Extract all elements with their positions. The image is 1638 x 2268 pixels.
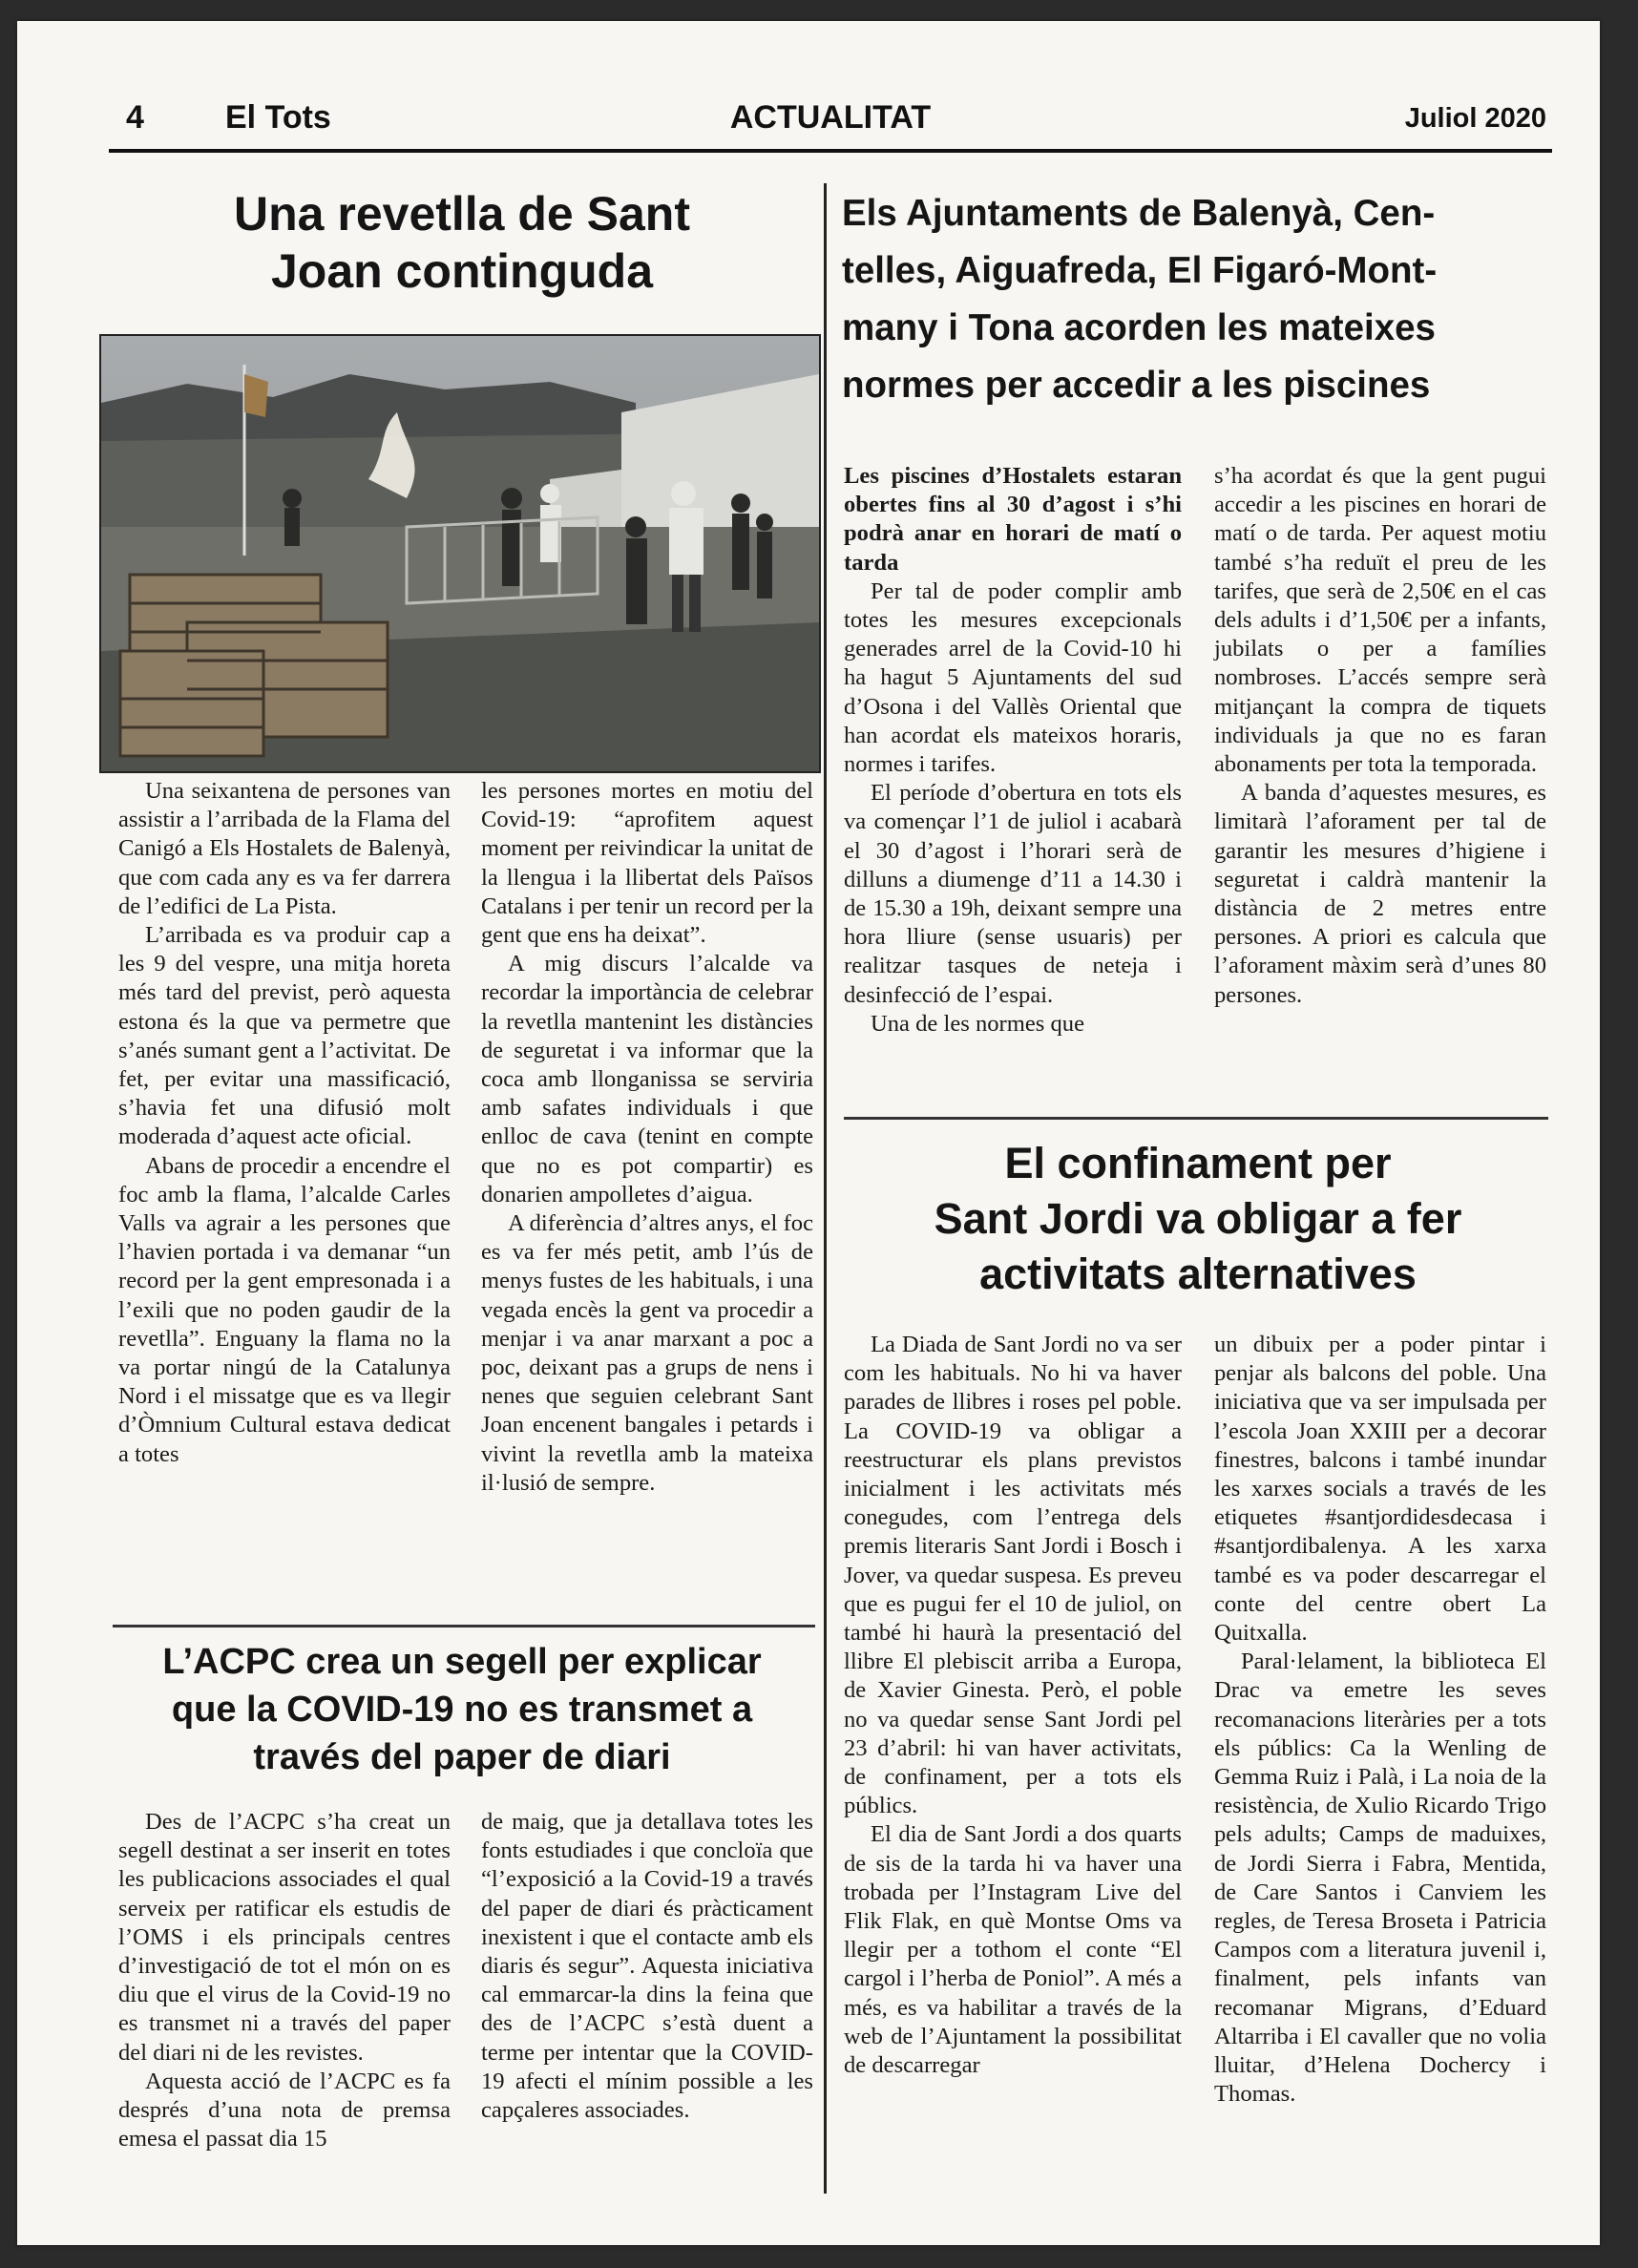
paragraph: Per tal de poder complir amb totes les mesures excepcionals generades arrel de la Covid-10 hi ha hagut 5 Ajuntaments del sud d’Osona i del Vallès Oriental que han acordat els mateixos horaris, normes i tarifes. — [844, 578, 1182, 778]
revetlla-column-2 — [481, 777, 813, 1498]
paragraph: de maig, que ja detallava totes les fonts estudiades i que concloïa que “l’exposició a la Covid-19 a través del paper de diari és pràcticament inexistent i que el contacte amb els diaris és segur”. Aquesta iniciativa cal emmarcar-la dins la feina que des de l’ACPC s’està duent a terme per intentar que la COVID-19 afecti el mínim possible a les capçaleres associades. — [481, 1809, 813, 2124]
santjordi-column-1 — [844, 1331, 1182, 2080]
piscines-headline-line: Els Ajuntaments de Balenyà, Cen- — [842, 193, 1436, 234]
section-title: ACTUALITAT — [729, 99, 932, 136]
acpc-headline-line: que la COVID-19 no es transmet a — [171, 1690, 753, 1730]
paragraph: A mig discurs l’alcalde va recordar la importància de celebrar la revetlla mantenint les distàncies de seguretat i va informar que la coca amb llonganissa se serviria amb safates individuals i que enlloc de cava (tenint en compte que no es pot compartir) es donarien ampolletes d’aigua. — [481, 951, 813, 1208]
santjordi-headline-line: activitats alternatives — [979, 1250, 1417, 1298]
santjordi-column-2 — [1214, 1331, 1546, 2109]
paragraph: A diferència d’altres anys, el foc es va fer més petit, amb l’ús de menys fustes de les habituals, i una vegada encès la gent va procedir a menjar i va anar marxant a poc a poc, deixant pas a grups de nens i nenes que seguien celebrant Sant Joan encenent bangales i petards i vivint la revetlla amb la mateixa il·lusió de sempre. — [481, 1210, 813, 1496]
revetlla-headline — [109, 185, 815, 300]
revetlla-photo — [99, 334, 821, 773]
acpc-headline — [109, 1638, 815, 1781]
paragraph: A banda d’aquestes mesures, es limitarà l’aforament per tal de garantir les mesures d’higiene i seguretat i caldrà mantenir la distància de 2 metres entre persones. A priori es calcula que l’aforament màxim serà d’unes 80 persones. — [1214, 780, 1546, 1008]
revetlla-column-1 — [118, 777, 451, 1469]
bonfire-photo-illustration — [101, 336, 819, 771]
paragraph: les persones mortes en motiu del Covid-19: “aprofitem aquest moment per reivindicar la unitat de la llengua i la llibertat dels Països Catalans i per tenir un record per la gent que ens ha deixat”. — [481, 778, 813, 949]
piscines-lead: Les piscines d’Hostalets estaran obertes fins al 30 d’agost i s’hi podrà anar en horari de matí o tarda — [844, 463, 1182, 576]
page-header — [109, 86, 1552, 153]
newspaper-page — [17, 21, 1600, 2245]
paragraph: Abans de procedir a encendre el foc amb la flama, l’alcalde Carles Valls va agrair a les persones que l’havien portada i va demanar “un record per la gent empresonada i a l’exili que no poden gaudir de la revetlla”. Enguany la flama no la va portar ningú de la Catalunya Nord i el missatge que es va llegir d’Òmnium Cultural estava dedicat a totes — [118, 1152, 451, 1467]
piscines-column-2 — [1214, 462, 1546, 1010]
paragraph: L’arribada es va produir cap a les 9 del vespre, una mitja horeta més tard del previst, però aquesta estona és la que va permetre que s’anés sumant gent a l’activitat. De fet, per evitar una massificació, s’havia fet una difusió molt moderada d’aquest acte oficial. — [118, 922, 451, 1150]
paragraph: Una seixantena de persones van assistir a l’arribada de la Flama del Canigó a Els Hostalets de Balenyà, que com cada any es va fer darrera de l’edifici de La Pista. — [118, 778, 451, 919]
santjordi-headline-line: El confinament per — [1004, 1139, 1392, 1187]
revetlla-headline-line: Joan continguda — [271, 244, 653, 298]
acpc-column-1 — [118, 1808, 451, 2153]
santjordi-headline-line: Sant Jordi va obligar a fer — [934, 1194, 1462, 1243]
paragraph: Paral·lelament, la biblioteca El Drac va emetre les seves recomanacions literàries per a tots els públics: Ca la Wenling de Gemma Ruiz i Palà, i La noia de la resistència, de Xulio Ricardo Trigo pels adults; Camps de maduixes, de Jordi Sierra i Fabra, Mentida, de Care Santos i Canviem les regles, de Teresa Broseta i Patricia Campos com a literatura juvenil i, finalment, pels infants van recomanar Migrans, d’Eduard Altarriba i El cavaller que no volia lluitar, d’Helena Dochercy i Thomas. — [1214, 1648, 1546, 2108]
revetlla-headline-line: Una revetlla de Sant — [234, 187, 690, 241]
publication-name: El Tots — [225, 99, 331, 136]
piscines-headline-line: telles, Aiguafreda, El Figaró-Mont- — [842, 250, 1438, 291]
santjordi-headline — [830, 1136, 1565, 1302]
paragraph: El període d’obertura en tots els va començar l’1 de juliol i acabarà el 30 d’agost i l’horari serà de dilluns a diumenge d’11 a 14.30 i de 15.30 a 19h, deixant sempre una hora lliure (sense usuaris) per realitzar tasques de neteja i desinfecció de l’espai. — [844, 780, 1182, 1008]
piscines-column-1 — [844, 462, 1182, 1039]
paragraph: La Diada de Sant Jordi no va ser com les habituals. No hi va haver parades de llibres i roses pel poble. La COVID-19 va obligar a reestructurar els plans previstos inicialment i les activitats més conegudes, com l’entrega dels premis literaris Sant Jordi i Bosch i Jover, va quedar suspesa. Es preveu que es pugui fer el 10 de juliol, on també hi haurà la presentació del llibre El plebiscit arriba a Europa, de Xavier Ginesta. Però, el poble no va quedar sense Sant Jordi pel 23 d’abril: hi van haver activitats, de confinament, per a tots els públics. — [844, 1332, 1182, 1819]
paragraph: un dibuix per a poder pintar i penjar als balcons del poble. Una iniciativa que va ser impulsada per l’escola Joan XXIII per a decorar finestres, balcons i també inundar les xarxes socials a través de les etiquetes #santjordidesdecasa i #santjordibalenya. A les xarxa també es va poder descarregar el conte del centre obert La Quitxalla. — [1214, 1332, 1546, 1647]
column-divider — [824, 183, 827, 2194]
issue-date: Juliol 2020 — [1404, 103, 1546, 134]
paragraph: Aquesta acció de l’ACPC es fa després d’una nota de premsa emesa el passat dia 15 — [118, 2068, 451, 2152]
piscines-headline-line: many i Tona acorden les mateixes — [842, 307, 1436, 348]
acpc-headline-line: través del paper de diari — [253, 1737, 671, 1777]
paragraph: El dia de Sant Jordi a dos quarts de sis de la tarda hi va haver una trobada per l’Instagram Live del Flik Flak, en què Montse Oms va llegir per a tothom el conte “El cargol i l’herba de Poniol”. A més a més, es va habilitar a través de la web de l’Ajuntament la possibilitat de descarregar — [844, 1821, 1182, 2079]
paragraph: s’ha acordat és que la gent pugui accedir a les piscines en horari de matí o de tarda. Per aquest motiu també s’ha reduït el preu de les tarifes, que serà de 2,50€ en el cas dels adults i d’1,50€ per a infants, jubilats o per a famílies nombroses. L’accés sempre serà mitjançant la compra de tiquets individuals ja que no es faran abonaments per tota la temporada. — [1214, 463, 1546, 778]
piscines-headline-line: normes per accedir a les piscines — [842, 365, 1431, 406]
acpc-column-2 — [481, 1808, 813, 2125]
piscines-headline — [830, 185, 1577, 414]
section-divider — [113, 1625, 815, 1628]
acpc-headline-line: L’ACPC crea un segell per explicar — [162, 1642, 762, 1682]
section-divider — [844, 1117, 1548, 1120]
paragraph: Des de l’ACPC s’ha creat un segell destinat a ser inserit en totes les publicacions associades el qual serveix per ratificar els estudis de l’OMS i els principals centres d’investigació de tot el món on es diu que el virus de la Covid-19 no es transmet ni a través del paper del diari ni de les revistes. — [118, 1809, 451, 2066]
page-number: 4 — [126, 99, 144, 136]
paragraph: Una de les normes que — [871, 1010, 1085, 1037]
